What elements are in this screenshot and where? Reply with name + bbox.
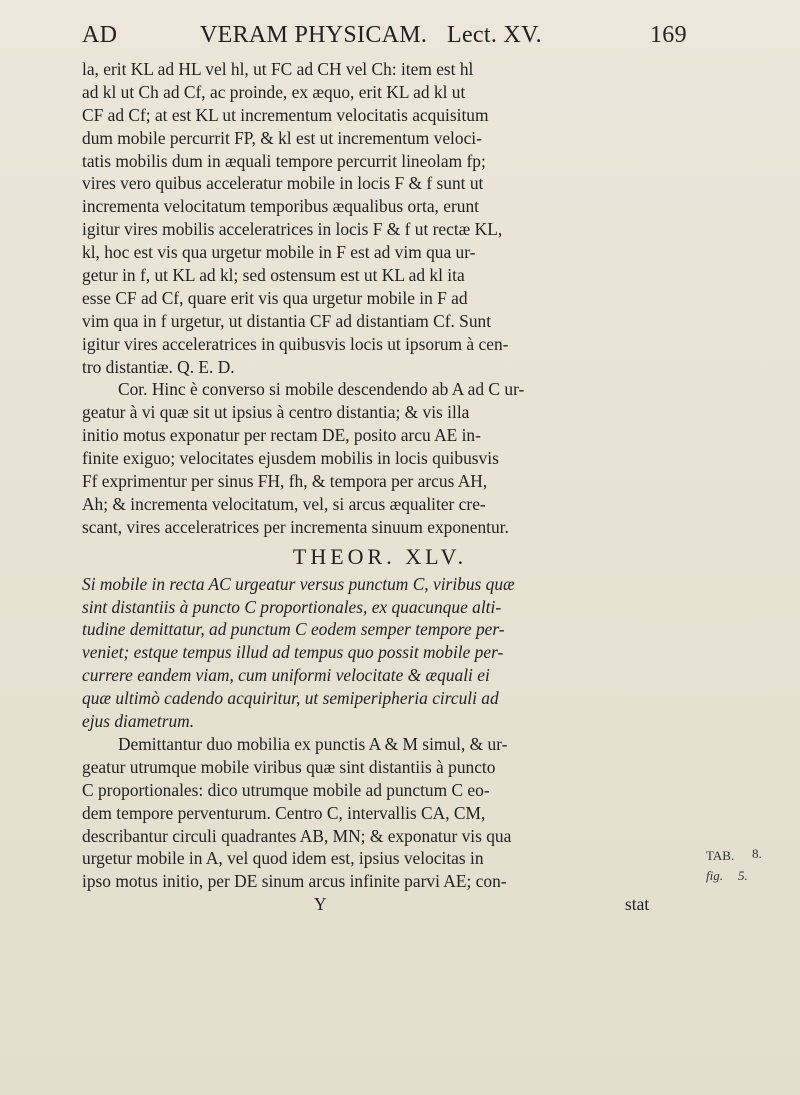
text-line: veniet; estque tempus illud ad tempus quo possit mobile per- <box>82 642 504 663</box>
text-line: igitur vires mobilis acceleratrices in locis F & f ut rectæ KL, <box>82 219 503 240</box>
margin-tab-label: TAB. <box>706 848 735 863</box>
text-line: vires vero quibus acceleratur mobile in locis F & f sunt ut <box>82 173 484 194</box>
page-footer <box>82 893 678 916</box>
margin-fig-label: fig. <box>706 868 723 883</box>
text-line: initio motus exponatur per rectam DE, posito arcu AE in- <box>82 425 481 446</box>
text-line: ejus diametrum. <box>82 711 195 732</box>
text-line: getur in f, ut KL ad kl; sed ostensum est ut KL ad kl ita <box>82 265 465 286</box>
header-lecture: Lect. XV. <box>447 22 542 48</box>
text-line: vim qua in f urgetur, ut distantia CF ad distantiam Cf. Sunt <box>82 310 492 331</box>
catchword: stat <box>625 894 650 915</box>
text-line: incrementa velocitatum temporibus æqualibus orta, erunt <box>82 196 479 217</box>
demonstration-paragraph <box>82 733 678 893</box>
text-line: ad kl ut Ch ad Cf, ac proinde, ex æquo, erit KL ad kl ut <box>82 81 466 102</box>
text-line: CF ad Cf; at est KL ut incrementum velocitatis acquisitum <box>82 104 489 125</box>
text-line: dem tempore perventurum. Centro C, intervallis CA, CM, <box>82 802 486 823</box>
paragraph-proof-end <box>82 58 678 378</box>
text-line: scant, vires acceleratrices per incrementa sinuum exponentur. <box>82 516 509 537</box>
text-line: Cor. Hinc è converso si mobile descendendo ab A ad C ur- <box>118 379 525 400</box>
text-line: tatis mobilis dum in æquali tempore percurrit lineolam fp; <box>82 150 486 171</box>
margin-tab-number: 8. <box>752 846 762 861</box>
text-line: igitur vires acceleratrices in quibusvis locis ut ipsorum à cen- <box>82 333 509 354</box>
text-line: ipso motus initio, per DE sinum arcus infinite parvi AE; con- <box>82 871 507 892</box>
text-line: currere eandem viam, cum uniformi velocitate & æquali ei <box>82 665 490 686</box>
text-line: Si mobile in recta AC urgeatur versus punctum C, viribus quæ <box>82 573 515 594</box>
text-line: quæ ultimò cadendo acquiritur, ut semiperipheria circuli ad <box>82 688 499 709</box>
text-line: tro distantiæ. Q. E. D. <box>82 356 235 377</box>
text-line: finite exiguo; velocitates ejusdem mobilis in locis quibusvis <box>82 448 499 469</box>
text-line: sint distantiis à puncto C proportionales, ex quacunque alti- <box>82 596 502 617</box>
page-number: 169 <box>650 22 687 48</box>
body-text <box>82 58 678 916</box>
text-line: esse CF ad Cf, quare erit vis qua urgetur mobile in F ad <box>82 287 468 308</box>
text-line: geatur à vi quæ sit ut ipsius à centro distantia; & vis illa <box>82 402 470 423</box>
theorem-heading: THEOR. XLV. <box>292 543 468 569</box>
text-line: C proportionales: dico utrumque mobile ad punctum C eo- <box>82 779 490 800</box>
corollary-paragraph <box>82 378 678 538</box>
signature-mark: Y <box>314 894 327 915</box>
text-line: geatur utrumque mobile viribus quæ sint distantiis à puncto <box>82 756 496 777</box>
text-line: describantur circuli quadrantes AB, MN; & exponatur vis qua <box>82 825 512 846</box>
running-header <box>82 16 687 56</box>
text-line: tudine demittatur, ad punctum C eodem semper tempore per- <box>82 619 505 640</box>
text-line: kl, hoc est vis qua urgetur mobile in F est ad vim qua ur- <box>82 242 476 263</box>
text-line: urgetur mobile in A, vel quod idem est, ipsius velocitas in <box>82 848 484 869</box>
text-line: dum mobile percurrit FP, & kl est ut incrementum veloci- <box>82 127 482 148</box>
theorem-statement <box>82 573 678 733</box>
header-left: AD <box>82 22 118 48</box>
margin-fig-number: 5. <box>738 868 748 883</box>
text-line: Demittantur duo mobilia ex punctis A & M simul, & ur- <box>118 733 508 754</box>
text-line: la, erit KL ad HL vel hl, ut FC ad CH vel Ch: item est hl <box>82 59 474 79</box>
text-line: Ff exprimentur per sinus FH, fh, & tempora per arcus AH, <box>82 471 488 492</box>
header-title: VERAM PHYSICAM. <box>200 22 428 48</box>
text-line: Ah; & incrementa velocitatum, vel, si arcus æqualiter cre- <box>82 493 486 514</box>
